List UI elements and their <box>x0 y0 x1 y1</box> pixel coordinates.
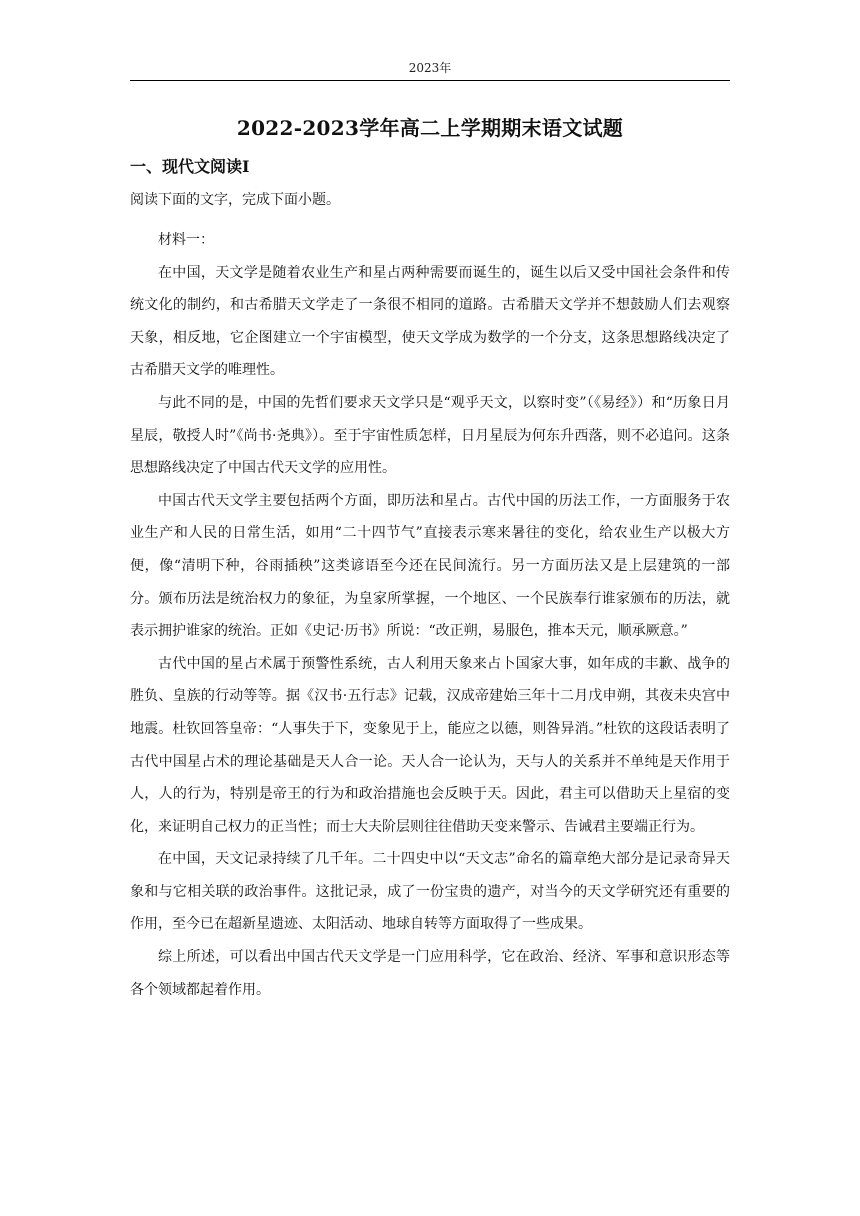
document-title: 2022-2023学年高二上学期期末语文试题 <box>236 116 624 140</box>
paragraph: 在中国，天文记录持续了几千年。二十四史中以“天文志”命名的篇章绝大部分是记录奇异天象和与它相关联的政治事件。这批记录，成了一份宝贵的遗产，对当今的天文学研究还有重要的作用，至今已在超新星遗迹、太阳活动、地球自转等方面取得了一些成果。 <box>130 851 730 933</box>
paragraph: 中国古代天文学主要包括两个方面，即历法和星占。古代中国的历法工作，一方面服务于农业生产和人民的日常生活，如用“二十四节气”直接表示寒来暑往的变化，给农业生产以极大方便，像“清明下种，谷雨插秧”这类谚语至今还在民间流行。另一方面历法又是上层建筑的一部分。颁布历法是统治权力的象征，为皇家所掌握，一个地区、一个民族奉行谁家颁布的历法，就表示拥护谁家的统治。正如《史记·历书》所说：“改正朔，易服色，推本天元，顺承厥意。” <box>130 492 730 640</box>
paragraph: 在中国，天文学是随着农业生产和星占两种需要而诞生的，诞生以后又受中国社会条件和传统文化的制约，和古希腊天文学走了一条很不相同的道路。古希腊天文学并不想鼓励人们去观察天象，相反地，它企图建立一个宇宙模型，使天文学成为数学的一个分支，这条思想路线决定了古希腊天文学的唯理性。 <box>130 264 730 379</box>
reading-passage <box>130 224 730 1006</box>
paragraph: 与此不同的是，中国的先哲们要求天文学只是“观乎天文，以察时变”（《易经》）和“历象日月星辰，敬授人时”《尚书·尧典》）。至于宇宙性质怎样，日月星辰为何东升西落，则不必追问。这条思想路线决定了中国古代天文学的应用性。 <box>130 394 730 477</box>
material-label: 材料一： <box>158 232 214 248</box>
paragraph: 古代中国的星占术属于预警性系统，古人利用天象来占卜国家大事，如年成的丰歉、战争的胜负、皇族的行动等等。据《汉书·五行志》记载，汉成帝建始三年十二月戊申朔，其夜未央宫中地震。杜钦回答皇帝：“人事失于下，变象见于上，能应之以德，则咎异消。”杜钦的这段话表明了古代中国星占术的理论基础是天人合一论。天人合一论认为，天与人的关系并不单纯是天作用于人，人的行为，特别是帝王的行为和政治措施也会反映于天。因此，君主可以借助天上星宿的变化，来证明自己权力的正当性；而士大夫阶层则往往借助天变来警示、告诫君主要端正行为。 <box>130 655 730 835</box>
section-heading: 一、现代文阅读Ⅰ <box>130 157 250 176</box>
paragraph: 综上所述，可以看出中国古代天文学是一门应用科学，它在政治、经济、军事和意识形态等各个领域都起着作用。 <box>130 949 730 998</box>
header-divider <box>130 80 730 81</box>
reading-instruction: 阅读下面的文字，完成下面小题。 <box>130 192 340 208</box>
page-header: 2023年 <box>408 61 452 75</box>
